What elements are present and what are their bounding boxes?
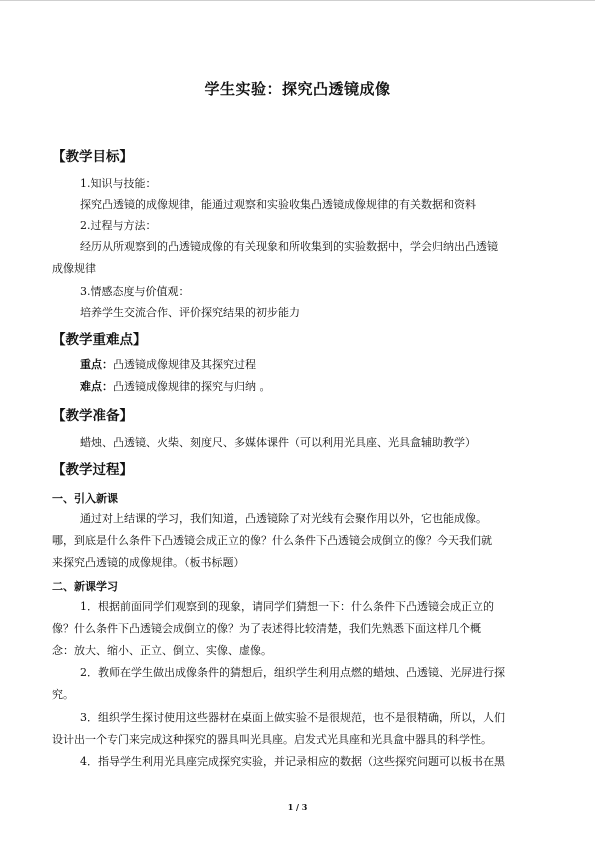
focus-label: 重点： [80,358,113,371]
p3-line2: 设计出一个专门来完成这种探究的器具叫光具座。启发式光具座和光具盒中器具的科学性。 [52,733,492,746]
p1-line1: 1．根据前面同学们观察到的现象，请同学们猜想一下：什么条件下凸透镜会成正立的 [80,600,494,613]
part1-line2: 哪，到底是什么条件下凸透镜会成正立的像？什么条件下凸透镜会成倒立的像？今天我们就 [52,534,492,547]
process-part1-heading: 一、引入新课 [52,492,118,505]
page-top-border [0,0,595,1]
p1-line2: 像？什么条件下凸透镜会成倒立的像？为了表述得比较清楚，我们先熟悉下面这样几个概 [52,622,481,635]
process-part2-heading: 二、新课学习 [52,580,118,593]
part1-line1: 通过对上结课的学习，我们知道，凸透镜除了对光线有会聚作用以外，它也能成像。 [80,512,487,525]
difficulty-text: 凸透镜成像规律的探究与归纳 。 [113,380,271,393]
section-heading-preparation: 【教学准备】 [52,408,133,424]
goal-2-text-line1: 经历从所观察到的凸透镜成像的有关现象和所收集到的实验数据中，学会归纳出凸透镜 [80,240,498,253]
focus-text: 凸透镜成像规律及其探究过程 [113,358,256,371]
p3-line1: 3．组织学生探讨使用这些器材在桌面上做实验不是很规范，也不是很精确，所以，人们 [80,711,505,724]
p2-line2: 究。 [52,688,74,701]
page-title: 学生实验：探究凸透镜成像 [204,80,391,98]
part1-line3: 来探究凸透镜的成像规律。（板书标题） [52,556,245,569]
goal-1-text: 探究凸透镜的成像规律，能通过观察和实验收集凸透镜成像规律的有关数据和资料 [80,198,476,211]
goal-1-heading: 1.知识与技能： [80,177,157,190]
section-heading-goals: 【教学目标】 [52,149,133,165]
section-heading-key-points: 【教学重难点】 [52,332,147,348]
difficulty-line [80,380,271,394]
p4-line1: 4．指导学生利用光具座完成探究实验，并记录相应的数据（这些探究问题可以板书在黑 [80,755,505,768]
goal-3-text: 培养学生交流合作、评价探究结果的初步能力 [80,306,300,319]
goal-2-text-line2: 成像规律 [52,262,96,275]
section-heading-process: 【教学过程】 [52,462,133,478]
goal-3-heading: 3.情感态度与价值观： [80,285,190,298]
p2-line1: 2．教师在学生做出成像条件的猜想后，组织学生利用点燃的蜡烛、凸透镜、光屏进行探 [80,666,505,679]
page-number: 1 / 3 [287,802,308,812]
difficulty-label: 难点： [80,380,113,393]
p1-line3: 念：放大、缩小、正立、倒立、实像、虚像。 [52,644,272,657]
goal-2-heading: 2.过程与方法： [80,219,157,232]
preparation-text: 蜡烛、凸透镜、火柴、刻度尺、多媒体课件（可以利用光具座、光具盒辅助教学） [80,436,476,449]
focus-line [80,358,256,372]
